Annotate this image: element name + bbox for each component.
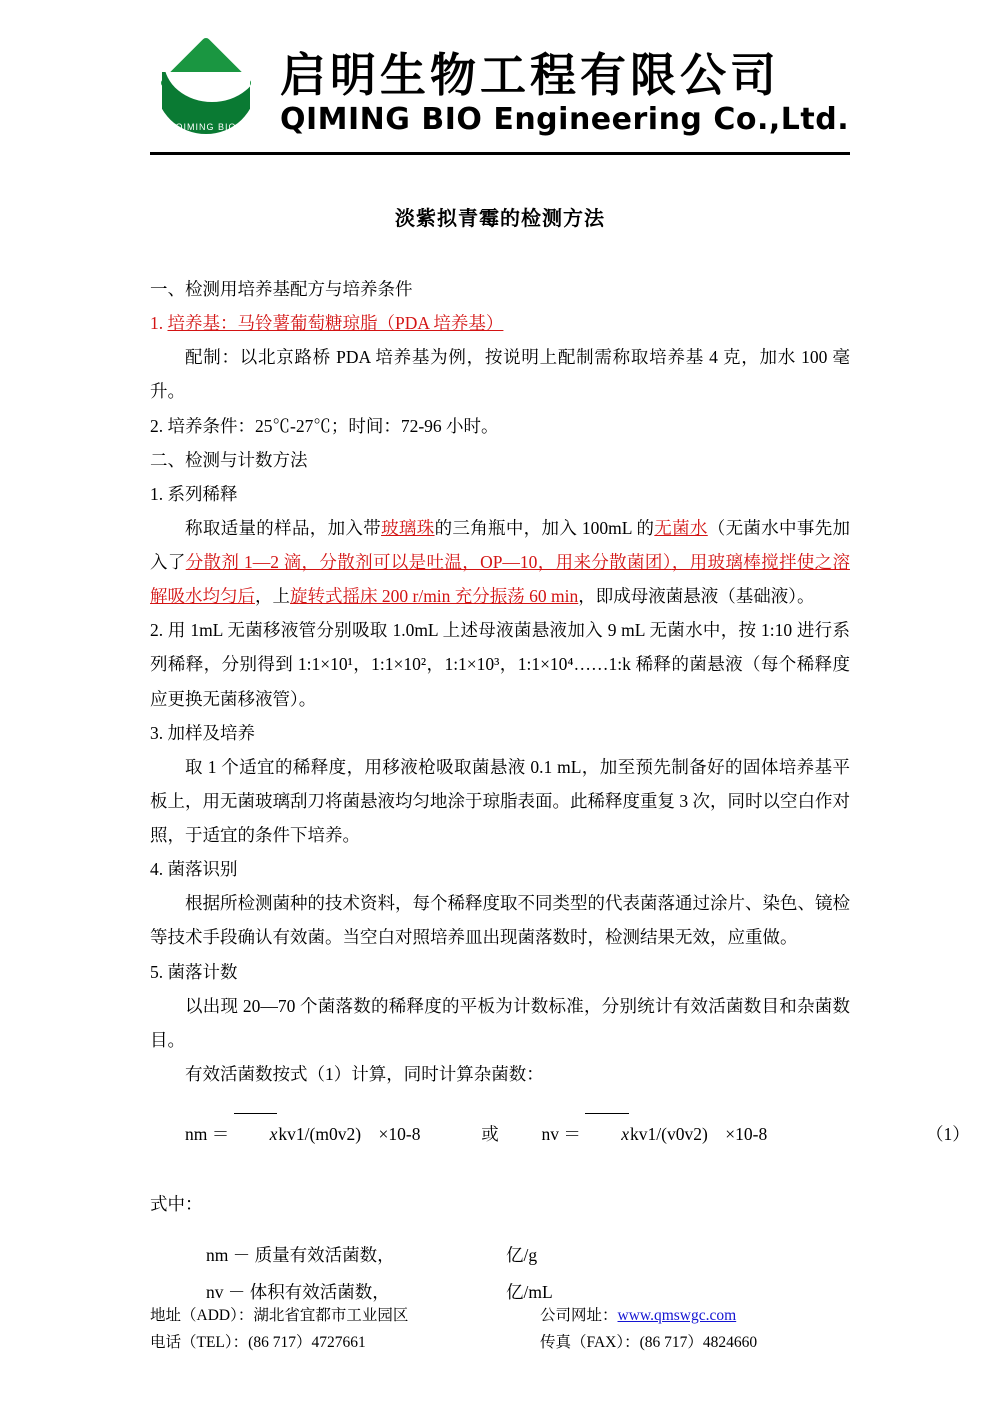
- formula-or: 或: [481, 1124, 499, 1144]
- item-1-line: [150, 306, 850, 340]
- company-name-block: [280, 47, 1000, 137]
- definition-unit: 亿/g: [506, 1245, 538, 1266]
- shaker-note: 旋转式摇床 200 r/min 充分振荡 60 min: [290, 586, 579, 607]
- step-5-body: 以出现 20—70 个菌落数的稀释度的平板为计数标准，分别统计有效活菌数目和杂菌数目。: [150, 995, 850, 1050]
- dispersant-note: 分散剂 1—2 滴，分散剂可以是吐温，OP—10，用来分散菌团）: [185, 552, 672, 572]
- formula-line: [150, 1117, 970, 1151]
- formula-xbar-right: x: [585, 1117, 630, 1151]
- footer-tel: 电话（TEL）：(86 717）4727661: [150, 1333, 366, 1351]
- step-3-body: 取 1 个适宜的稀释度，用移液枪吸取菌悬液 0.1 mL，加至预先制备好的固体培养基平板上，用无菌玻璃刮刀将菌悬液均匀地涂于琼脂表面。此稀释度重复 3 次，同时以空白作对照，于适宜的条件下培养。: [150, 756, 850, 845]
- header-divider: [150, 152, 850, 155]
- formula-number: （1）: [925, 1124, 970, 1144]
- footer-website-label: 公司网址：: [540, 1306, 618, 1324]
- page-title: 淡紫拟青霉的检测方法: [395, 206, 605, 230]
- step-5-body-2: 有效活菌数按式（1）计算，同时计算杂菌数：: [185, 1063, 544, 1084]
- step-1-text-b: 的三角瓶中，加入 100mL 的: [434, 517, 655, 538]
- definition-list: [150, 1237, 850, 1311]
- step-2-body: 2. 用 1mL 无菌移液管分别吸取 1.0mL 上述母液菌悬液加入 9 mL 无菌水中，按 1:10 进行系列稀释，分别得到 1:1×10¹，1:1×10²，1:1×10³，1:1×10⁴……1:k 稀释的菌悬液（每个稀释度应更换无菌移液管）。: [150, 620, 850, 709]
- definition-term: nm － 质量有效活菌数，: [206, 1245, 395, 1266]
- company-logo-icon: [150, 48, 262, 140]
- document-content: [0, 199, 1000, 1311]
- footer-fax: 传真（FAX）：(86 717）4824660: [540, 1333, 758, 1351]
- step-1-text-e: ，即成母液菌悬液（基础液）。: [578, 586, 815, 607]
- formula-xbar-left: x: [234, 1117, 279, 1151]
- logo-text: QIMING BIO: [175, 122, 237, 132]
- where-label: 式中：: [150, 1194, 203, 1215]
- page-footer: [150, 1302, 850, 1356]
- step-1-text-c: （无菌水中事先加入了: [150, 517, 851, 572]
- formula-right-head: nv ＝: [541, 1124, 581, 1144]
- definition-unit: 亿/mL: [506, 1282, 553, 1302]
- definition-term: nv － 体积有效活菌数，: [206, 1282, 390, 1302]
- company-name-cn: 启明生物工程有限公司: [280, 47, 780, 102]
- step-1-heading: 1. 系列稀释: [150, 483, 238, 504]
- step-4-heading: 4. 菌落识别: [150, 859, 238, 880]
- sterile-water-term: 无菌水: [654, 517, 708, 538]
- definition-row: [150, 1237, 850, 1274]
- step-1-text-a: 称取适量的样品，加入带: [185, 517, 382, 538]
- footer-website: [540, 1302, 850, 1329]
- step-4-body: 根据所检测菌种的技术资料，每个稀释度取不同类型的代表菌落通过涂片、染色、镜检等技术手段确认有效菌。当空白对照培养皿出现菌落数时，检测结果无效，应重做。: [150, 893, 850, 948]
- item-1-body: 配制：以北京路桥 PDA 培养基为例，按说明上配制需称取培养基 4 克，加水 100 毫升。: [150, 347, 850, 402]
- company-name-en: QIMING BIO Engineering Co.,Ltd.: [280, 101, 850, 137]
- section-1-heading: 一、检测用培养基配方与培养条件: [150, 279, 413, 299]
- section-2-heading: 二、检测与计数方法: [150, 449, 308, 470]
- footer-address: 地址（ADD）：湖北省宜都市工业园区: [150, 1306, 409, 1324]
- item-1-label: 1.: [150, 313, 164, 334]
- item-1-title: 培养基：马铃薯葡萄糖琼脂（PDA 培养基）: [167, 313, 504, 334]
- footer-row-1: [150, 1302, 850, 1329]
- stirring-note: ，用玻璃棒搅拌使之溶解吸水均匀后: [150, 552, 850, 607]
- step-3-heading: 3. 加样及培养: [150, 722, 255, 743]
- glass-beads-term: 玻璃珠: [381, 517, 435, 538]
- formula-left-tail: kv1/(m0v2) ×10-8: [278, 1124, 421, 1144]
- step-5-heading: 5. 菌落计数: [150, 961, 238, 982]
- footer-website-link[interactable]: www.qmswgc.com: [617, 1306, 737, 1324]
- formula-left-head: nm ＝: [185, 1124, 230, 1144]
- footer-row-2: [150, 1329, 850, 1356]
- step-1-text-d: ，上: [255, 586, 290, 607]
- item-2-line: 2. 培养条件：25℃-27℃；时间：72-96 小时。: [150, 415, 499, 436]
- step-1-body: [150, 511, 850, 613]
- letterhead: [0, 0, 1000, 146]
- formula-right-tail: kv1/(v0v2) ×10-8: [630, 1124, 768, 1144]
